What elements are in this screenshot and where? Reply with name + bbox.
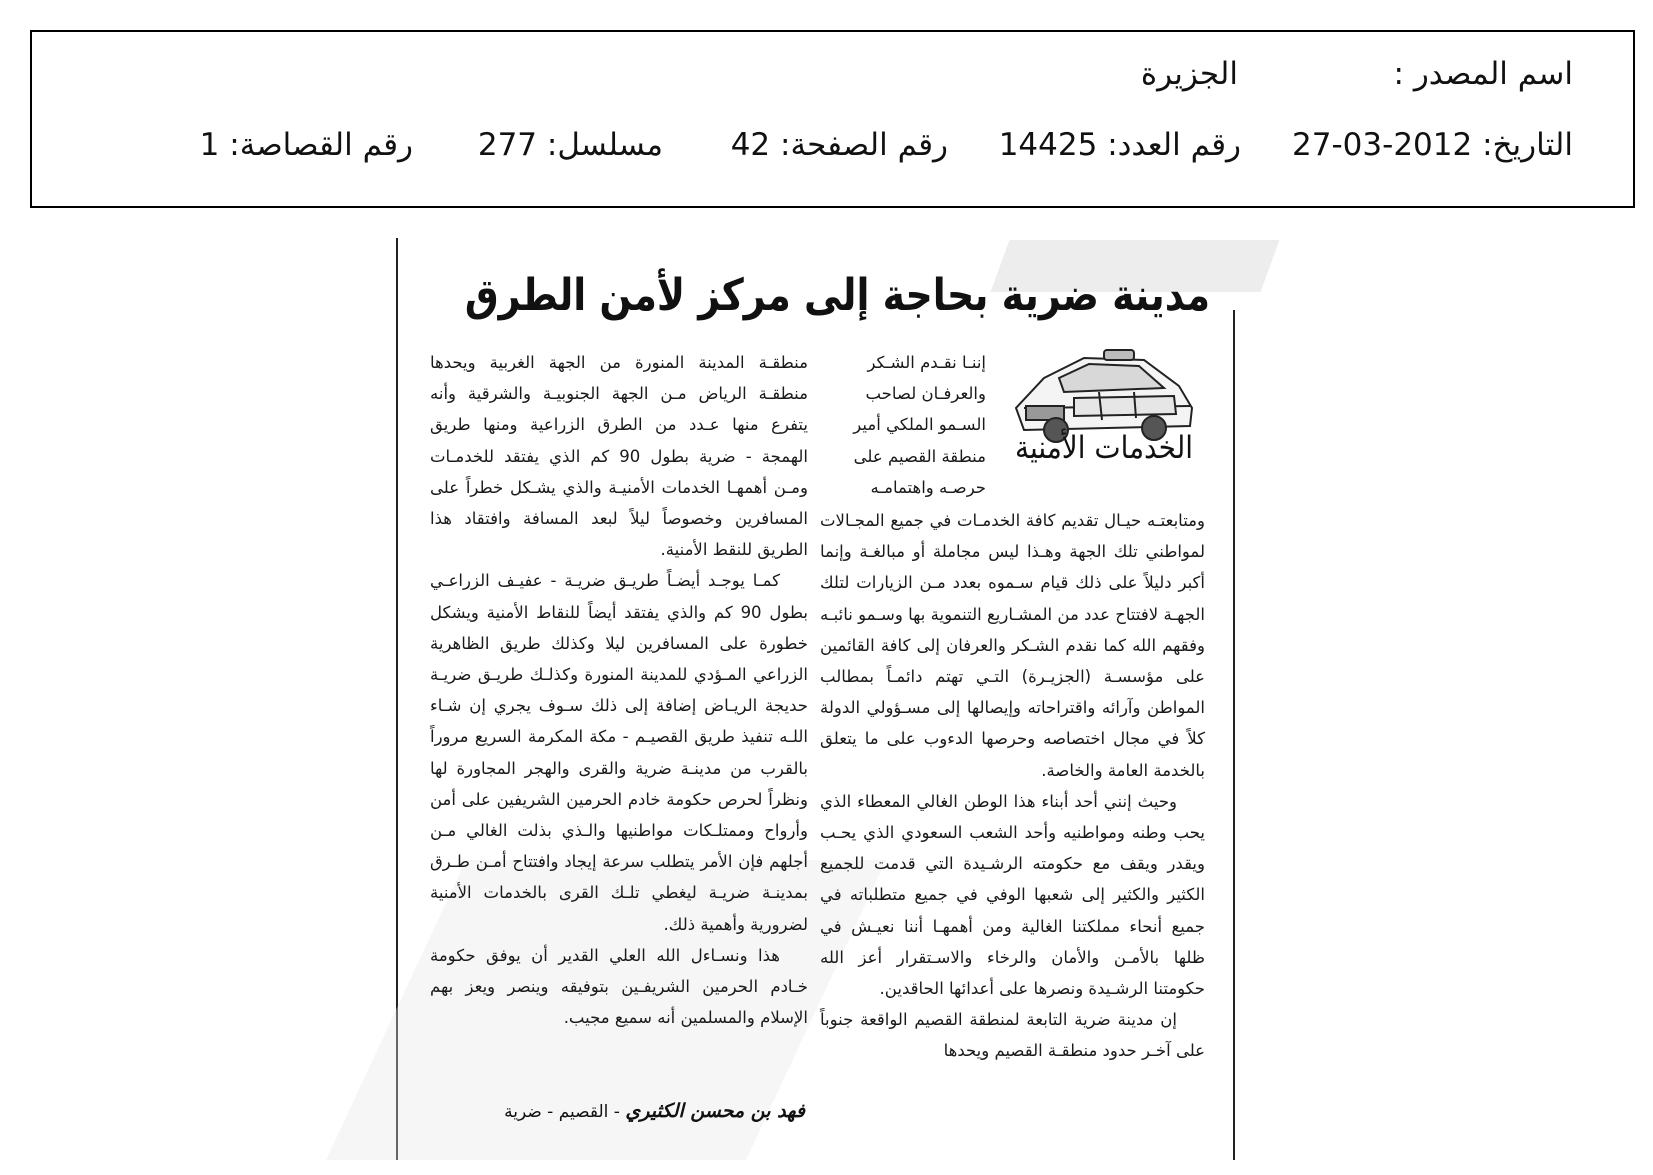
intro-line: السـمو الملكي أمير bbox=[853, 415, 986, 435]
source-info-box bbox=[30, 30, 1635, 208]
logo-label: الخدمات الأمنية bbox=[1015, 430, 1193, 466]
paragraph: ومتابعتـه حيـال تقديم كافة الخدمـات في جميع المجـالات لمواطني تلك الجهة وهـذا ليس مجاملة أو مبالغـة وإنما أكبر دليلاً على ذلك قيام سـموه بعدد مـن الزيارات لتلك الجهـة لافتتاح عدد من المشـاريع التنموية بها وسـمو نائبـه وفقهم الله كما نقدم الشـكر والعرفان إلى كافة القائمين على مؤسسـة (الجزيـرة) التـي تهتم دائمـاً بمطالب المواطن وآرائه واقتراحاته وإيصالها إلى مسـؤولي الدولة كلاً في مجال اختصاصه وحرصها الدءوب على ما يتعلق بالخدمة العامة والخاصة. bbox=[820, 511, 1205, 780]
author-signature bbox=[430, 1096, 805, 1127]
intro-line: إننـا نقـدم الشـكر bbox=[867, 353, 986, 372]
serial-row bbox=[478, 127, 663, 163]
issue-row bbox=[999, 127, 1241, 163]
page-row bbox=[731, 127, 948, 163]
intro-line: منطقة القصيم على bbox=[853, 446, 986, 466]
clipping-right-border bbox=[1233, 310, 1235, 1160]
left-column bbox=[430, 347, 808, 1033]
clip-row bbox=[200, 127, 413, 163]
date-label: التاريخ: bbox=[1482, 127, 1573, 163]
source-value: الجزيرة bbox=[1140, 56, 1238, 92]
issue-label: رقم العدد: bbox=[1107, 127, 1241, 163]
paragraph: وحيث إنني أحد أبناء هذا الوطن الغالي المعطاء الذي يحب وطنه ومواطنيه وأحد الشعب السعودي الذي يحـب ويقدر ويقف مع حكومته الرشـيدة التي قدمت للجميع الكثير والكثير إلى شعبها الوفي في جميع متطلباته في جميع أنحاء مملكتنا الغالية ومن أهمهـا أننا نعيـش في ظلها بالأمـن والأمان والرخاء والاسـتقرار أعز الله حكومتنا الرشـيدة ونصرها على أعدائها الحاقدين. bbox=[820, 791, 1205, 999]
issue-value: 14425 bbox=[998, 127, 1098, 163]
serial-label: مسلسل: bbox=[546, 127, 663, 163]
intro-line: والعرفـان لصاحب bbox=[865, 384, 986, 404]
paragraph: منطقـة المدينة المنورة من الجهة الغربية ويحدها منطقـة الرياض مـن الجهة الجنوبيـة والشرقية وأنه يتفرع منها عـدد من الطرق الزراعية ومنها طريق الهمجة - ضرية بطول 90 كم الذي يفتقد للخدمـات ومـن أهمهـا الخدمات الأمنيـة والذي يشـكل خطراً على المسافرين وخصوصاً ليلاً لبعد المسافة وافتقاد هذا الطريق للنقط الأمنية. bbox=[430, 353, 808, 560]
article-headline: مدينة ضرية بحاجة إلى مركز لأمن الطرق bbox=[464, 270, 1210, 321]
right-column bbox=[820, 505, 1205, 1067]
clip-value: 1 bbox=[199, 127, 220, 163]
author-name: فهد بن محسن الكثيري bbox=[625, 1100, 805, 1122]
clip-label: رقم القصاصة: bbox=[229, 127, 413, 163]
page-label: رقم الصفحة: bbox=[780, 127, 948, 163]
author-location: - القصيم - ضرية bbox=[504, 1102, 620, 1122]
right-column-intro bbox=[836, 347, 986, 503]
source-row bbox=[1394, 56, 1573, 92]
paragraph: هذا ونسـاءل الله العلي القدير أن يوفق حكومة خـادم الحرمين الشريفـين بتوفيقه وينصر ويعز بهم الإسلام والمسلمين أنه سميع مجيب. bbox=[430, 945, 808, 1028]
paragraph: إن مدينة ضرية التابعة لمنطقة القصيم الواقعة جنوباً على آخـر حدود منطقـة القصيم ويحدها bbox=[820, 1010, 1205, 1061]
date-value: 2012-03-27 bbox=[1292, 127, 1473, 163]
source-label: اسم المصدر : bbox=[1393, 56, 1573, 92]
page-value: 42 bbox=[730, 127, 771, 163]
source-value-row bbox=[1141, 56, 1238, 92]
serial-value: 277 bbox=[477, 127, 538, 163]
intro-line: حرصـه واهتمامـه bbox=[870, 477, 986, 497]
paragraph: كمـا يوجـد أيضـاً طريـق ضريـة - عفيـف الزراعـي بطول 90 كم والذي يفتقد أيضاً للنقاط الأمنية ويشكل خطورة على المسافرين ليلا وكذلك طريق الظاهرية الزراعي المـؤدي للمدينة المنورة وكذلـك طريـق ضريـة حديجة الريـاض إضافة إلى ذلك سـوف يجري إن شـاء اللـه تنفيذ طريق القصيـم - مكة المكرمة السريع مروراً بالقرب من مدينـة ضرية والقرى والهجر المجاورة لها ونظراً لحرص حكومة خادم الحرمين الشريفين على أمن وأرواح وممتلـكات مواطنيها والـذي بذلت الغالي مـن أجلهم فإن الأمر يتطلب سرعة إيجاد وافتتاح أمـن طـرق بمدينـة ضريـة ليغطي تلـك القرى بالخدمات الأمنية لضرورية وأهمية ذلك. bbox=[430, 571, 808, 934]
date-row bbox=[1292, 127, 1573, 163]
